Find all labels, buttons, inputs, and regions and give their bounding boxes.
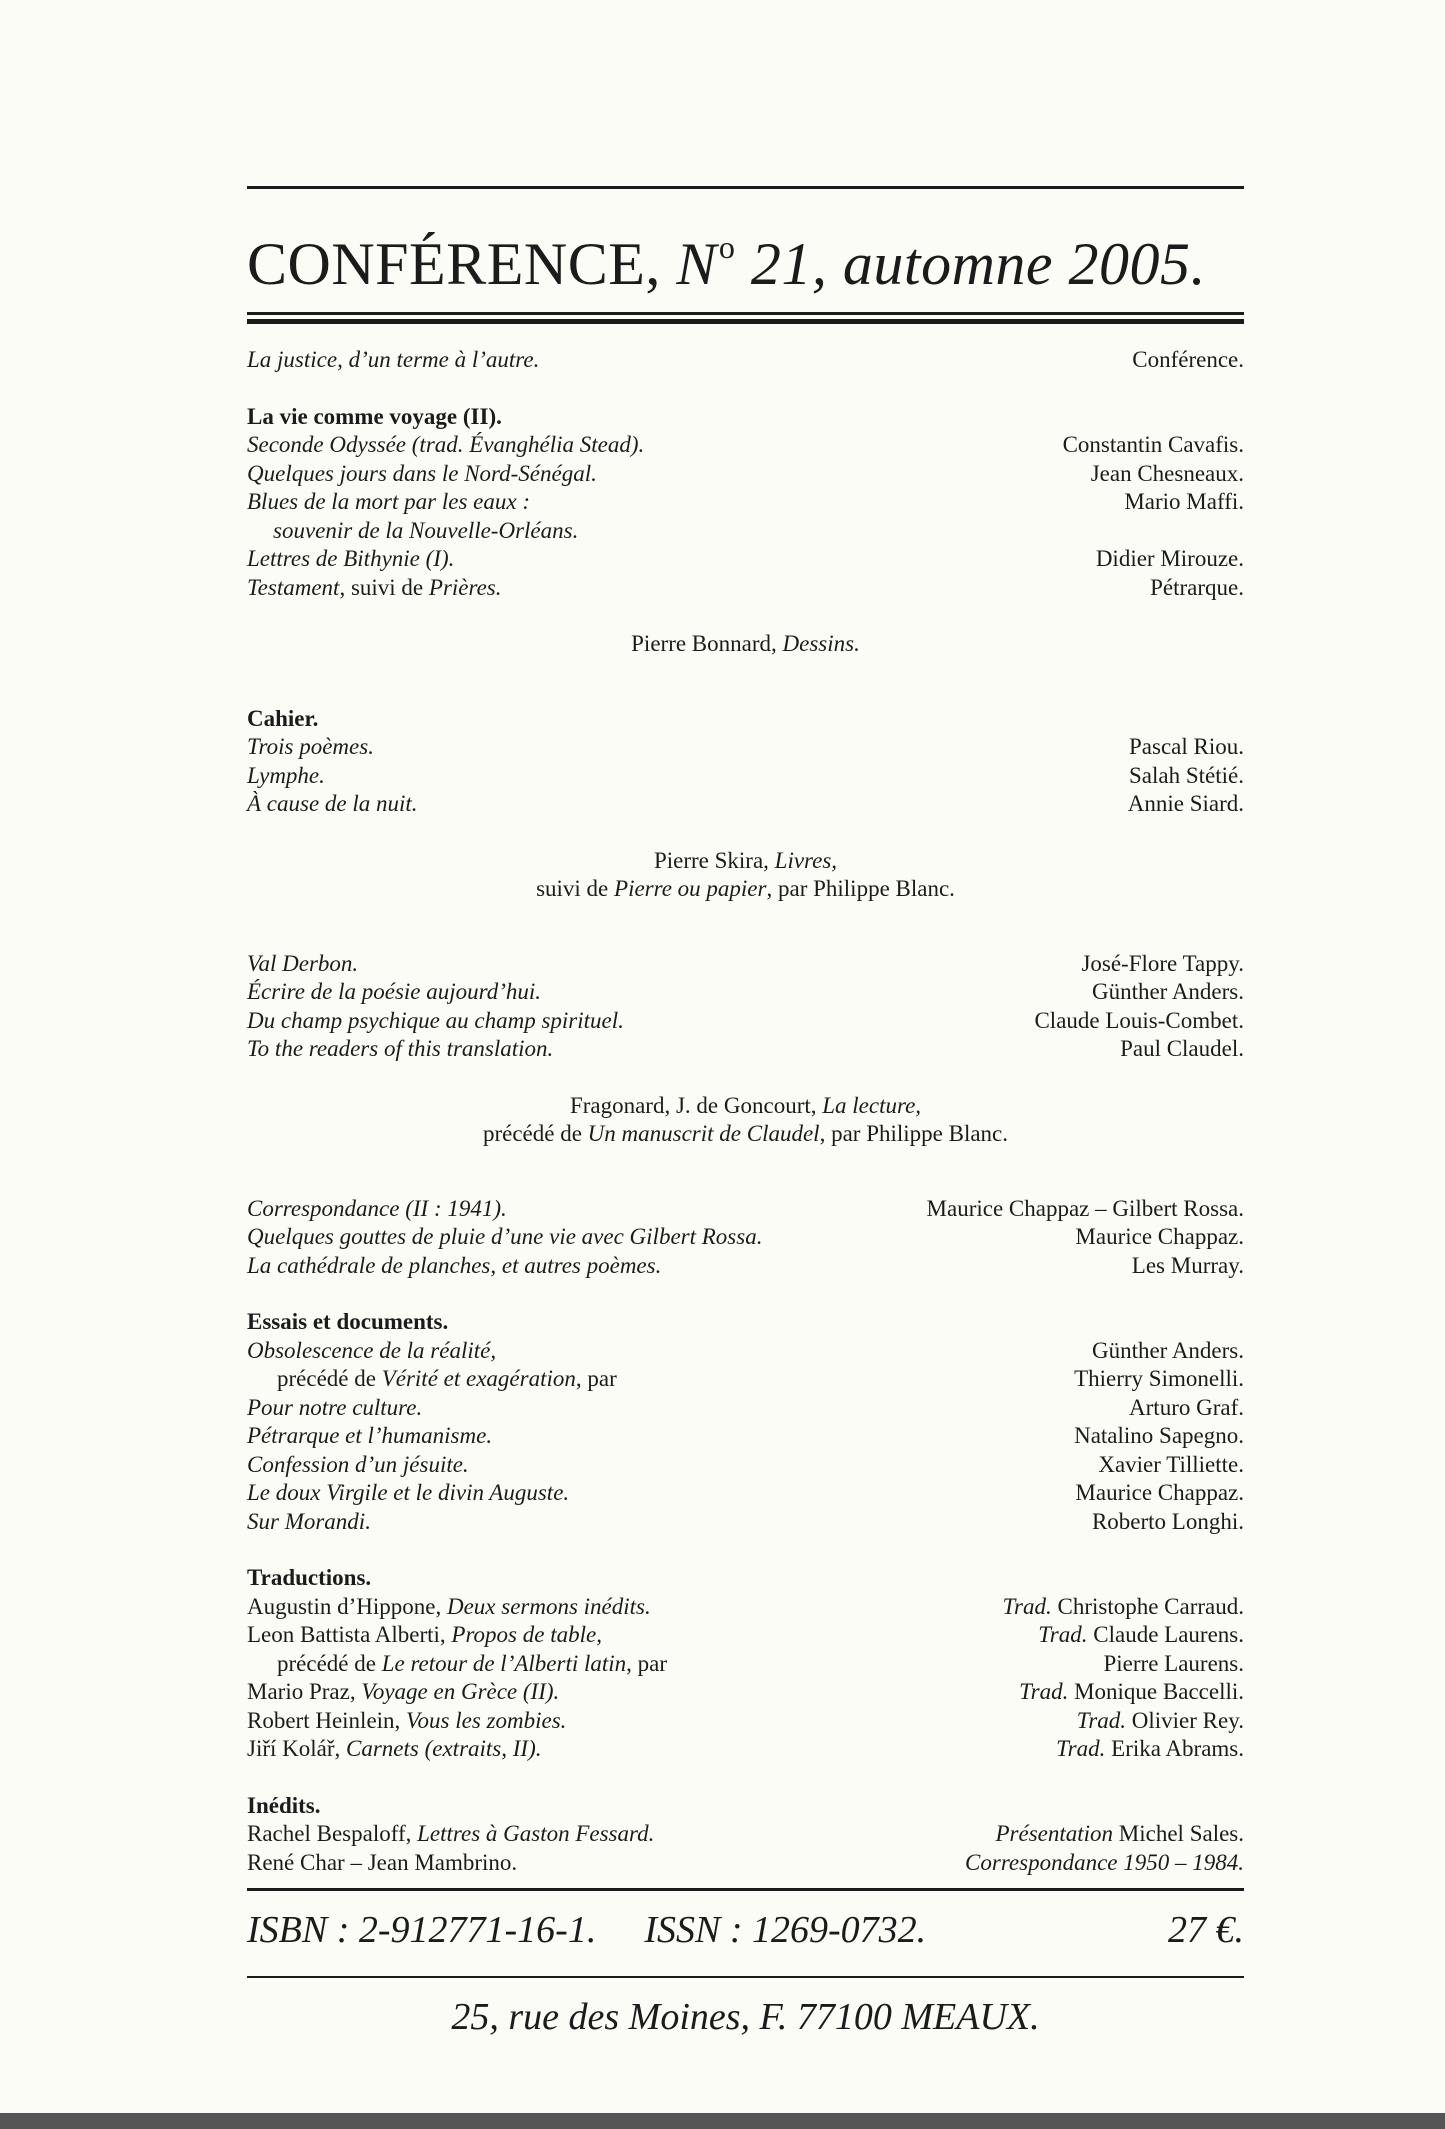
entry-author: Pascal Riou. (1129, 734, 1244, 759)
entry-title: To the readers of this translation. (247, 1036, 554, 1061)
isbn: ISBN : 2-912771-16-1. (247, 1909, 597, 1951)
translator-name: Christophe Carraud. (1051, 1593, 1244, 1619)
entry-title: Propos de table, (451, 1622, 602, 1647)
list-item (247, 1621, 1244, 1650)
work-title: Livres, (774, 847, 838, 873)
section-heading-cahier: Cahier. (247, 705, 319, 731)
list-item (247, 1007, 1244, 1036)
entry-title: Sur Morandi. (247, 1508, 371, 1534)
entry-author: Günther Anders. (1091, 979, 1244, 1004)
byline: , par Philippe Blanc. (766, 876, 955, 901)
entry-title: Testament (247, 574, 340, 600)
list-item (247, 1735, 1244, 1764)
section-heading-essais: Essais et documents. (247, 1309, 449, 1334)
entry-title: À cause de la nuit. (247, 791, 418, 816)
entry-title: Lymphe. (247, 762, 325, 788)
entry-title: Quelques jours dans le Nord-Sénégal. (247, 460, 597, 486)
list-item (247, 517, 1244, 546)
list-item (247, 1394, 1244, 1423)
list-item (247, 1195, 1244, 1224)
trad-label: Trad. (1002, 1593, 1052, 1619)
entry-title: Carnets (extraits, II). (346, 1736, 542, 1761)
entry-author-name: René Char – Jean Mambrino. (247, 1849, 518, 1875)
list-item (247, 1820, 1244, 1849)
trad-label: Trad. (1019, 1679, 1069, 1704)
list-item (247, 545, 1244, 574)
section-heading-inedits: Inédits. (247, 1792, 321, 1818)
trad-label: Trad. (1038, 1622, 1088, 1647)
translator-name: Claude Laurens. (1087, 1622, 1244, 1647)
entry-title-continued: souvenir de la Nouvelle-Orléans. (273, 517, 579, 543)
entry-author-name: Jiří Kolář, (247, 1736, 347, 1761)
entry-author-name: Augustin d’Hippone, (247, 1593, 447, 1619)
correspondence-label: Correspondance 1950 – 1984. (965, 1849, 1244, 1875)
entry-title: Lettres de Bithynie (I). (247, 546, 455, 571)
work-title: Pierre ou papier (614, 876, 767, 901)
list-item (247, 1223, 1244, 1252)
list-item (247, 1678, 1244, 1707)
connector: précédé de (277, 1366, 382, 1391)
entry-title: Vous les zombies. (406, 1707, 567, 1733)
list-item (247, 1479, 1244, 1508)
connector: précédé de (277, 1650, 382, 1676)
masthead (247, 212, 1244, 299)
entry-title: Le retour de l’Alberti latin (381, 1650, 627, 1676)
scan-edge (0, 2113, 1445, 2129)
top-rule (247, 186, 1244, 189)
publication-codes (247, 1908, 1244, 1952)
entry-author: Jean Chesneaux. (1090, 460, 1244, 486)
trad-label: Trad. (1056, 1736, 1106, 1761)
presenter-name: Michel Sales. (1113, 1821, 1244, 1846)
list-item (247, 1593, 1244, 1622)
list-item (247, 1252, 1244, 1281)
entry-title: Pétrarque et l’humanisme. (247, 1423, 493, 1448)
connector: précédé de (482, 1121, 588, 1146)
entry-author: Maurice Chappaz – Gilbert Rossa. (926, 1195, 1244, 1221)
entry-author: Paul Claudel. (1120, 1036, 1244, 1061)
issue-number-prefix: N (676, 231, 717, 297)
entry-author: Maurice Chappaz. (1075, 1480, 1244, 1505)
entry-title: Confession d’un jésuite. (247, 1451, 469, 1477)
footer-rule (247, 1976, 1244, 1978)
entry-author: Maurice Chappaz. (1075, 1224, 1244, 1249)
translator-name: Olivier Rey. (1126, 1707, 1244, 1733)
entry-author: Conférence. (1132, 347, 1244, 372)
entry-author: Constantin Cavafis. (1062, 432, 1244, 457)
list-item (247, 950, 1244, 979)
entry-title: Trois poèmes. (247, 734, 374, 759)
presentation-label: Présentation (995, 1821, 1114, 1846)
table-of-contents (247, 346, 1244, 1877)
work-title: Un manuscrit de Claudel (587, 1121, 820, 1146)
entry-author-name: Robert Heinlein, (247, 1707, 407, 1733)
masthead-double-rule (247, 312, 1244, 324)
artist-name: Pierre Bonnard, (631, 631, 783, 656)
entry-author: Pétrarque. (1150, 574, 1244, 600)
entry-title: Voyage en Grèce (II). (361, 1679, 560, 1704)
bonnard-entry (247, 630, 1244, 659)
byline: , par (626, 1650, 668, 1676)
list-item (247, 1035, 1244, 1064)
entry-title: Val Derbon. (247, 950, 359, 976)
entry-title: Blues de la mort par les eaux : (247, 489, 530, 514)
entry-title: La cathédrale de planches, et autres poèmes. (247, 1252, 662, 1278)
entry-title: Vérité et exagération (381, 1366, 576, 1391)
entry-author: Annie Siard. (1127, 791, 1244, 816)
entry-title: Seconde Odyssée (247, 432, 407, 457)
price: 27 €. (1168, 1909, 1244, 1951)
entry-author-name: Mario Praz, (247, 1679, 362, 1704)
issn: ISSN : 1269-0732. (644, 1909, 927, 1951)
list-item (247, 1849, 1244, 1878)
translator-name: Erika Abrams. (1105, 1736, 1244, 1761)
list-item (247, 431, 1244, 460)
entry-title: Lettres à Gaston Fessard. (417, 1821, 655, 1846)
entry-title: La justice, d’un terme à l’autre. (247, 347, 540, 372)
trad-label: Trad. (1076, 1707, 1127, 1733)
fragonard-entry (247, 1092, 1244, 1149)
entry-title: Du champ psychique au champ spirituel. (247, 1007, 624, 1033)
entry-connector: , suivi de (339, 574, 429, 600)
entry-title: Obsolescence de la réalité, (247, 1337, 497, 1363)
journal-name: CONFÉRENCE, (247, 231, 661, 297)
bottom-rule (247, 1888, 1244, 1891)
entry-author: José-Flore Tappy. (1081, 950, 1244, 976)
list-item (247, 790, 1244, 819)
entry-author-name: Rachel Bespaloff, (247, 1821, 418, 1846)
list-item (247, 733, 1244, 762)
section-heading-traductions: Traductions. (247, 1565, 372, 1590)
entry-author: Claude Louis-Combet. (1034, 1007, 1244, 1033)
entry-title: Correspondance (II : 1941). (247, 1195, 507, 1221)
publisher-address: 25, rue des Moines, F. 77100 MEAUX. (451, 1996, 1040, 2038)
entry-author: Roberto Longhi. (1091, 1508, 1244, 1534)
author-name: Fragonard, J. de Goncourt, (569, 1092, 823, 1118)
entry-author: Xavier Tilliette. (1098, 1451, 1244, 1477)
entry-title: Quelques gouttes de pluie d’une vie avec Gilbert Rossa. (247, 1224, 763, 1249)
entry-title: Le doux Virgile et le divin Auguste. (247, 1480, 570, 1505)
list-item (247, 1365, 1244, 1394)
list-item (247, 1451, 1244, 1480)
entry-title: Écrire de la poésie aujourd’hui. (247, 979, 542, 1004)
entry-author: Natalino Sapegno. (1074, 1423, 1244, 1448)
translator-name: Pierre Laurens. (1103, 1650, 1244, 1676)
entry-author: Arturo Graf. (1129, 1394, 1244, 1420)
entry-note: (trad. Évanghélia Stead). (406, 432, 645, 457)
entry-author: Les Murray. (1131, 1252, 1244, 1278)
intro-entry (247, 346, 1244, 375)
list-item (247, 1337, 1244, 1366)
list-item (247, 978, 1244, 1007)
artist-work: Dessins. (782, 631, 860, 656)
list-item (247, 1707, 1244, 1736)
entry-author: Salah Stétié. (1129, 762, 1244, 788)
entry-title: Deux sermons inédits. (446, 1593, 651, 1619)
skira-entry (247, 847, 1244, 904)
entry-title: Pour notre culture. (247, 1394, 423, 1420)
translator-name: Monique Baccelli. (1068, 1679, 1244, 1704)
work-title: La lecture, (822, 1092, 922, 1118)
issue-info: 21, automne 2005. (750, 231, 1207, 297)
list-item (247, 1508, 1244, 1537)
list-item (247, 1422, 1244, 1451)
list-item (247, 1650, 1244, 1679)
entry-author: Mario Maffi. (1124, 489, 1244, 514)
entry-author-name: Leon Battista Alberti, (247, 1622, 452, 1647)
connector: suivi de (536, 876, 615, 901)
list-item (247, 574, 1244, 603)
list-item (247, 460, 1244, 489)
entry-author: Didier Mirouze. (1095, 546, 1244, 571)
byline: , par (575, 1366, 617, 1391)
byline: , par Philippe Blanc. (819, 1121, 1009, 1146)
entry-author: Günther Anders. (1091, 1337, 1244, 1363)
issue-number-sup: o (718, 229, 736, 265)
entry-author: Thierry Simonelli. (1074, 1366, 1244, 1391)
entry-title-2: Prières. (428, 574, 502, 600)
list-item (247, 762, 1244, 791)
section-heading-voyage: La vie comme voyage (II). (247, 403, 502, 429)
list-item (247, 488, 1244, 517)
author-name: Pierre Skira, (653, 847, 775, 873)
